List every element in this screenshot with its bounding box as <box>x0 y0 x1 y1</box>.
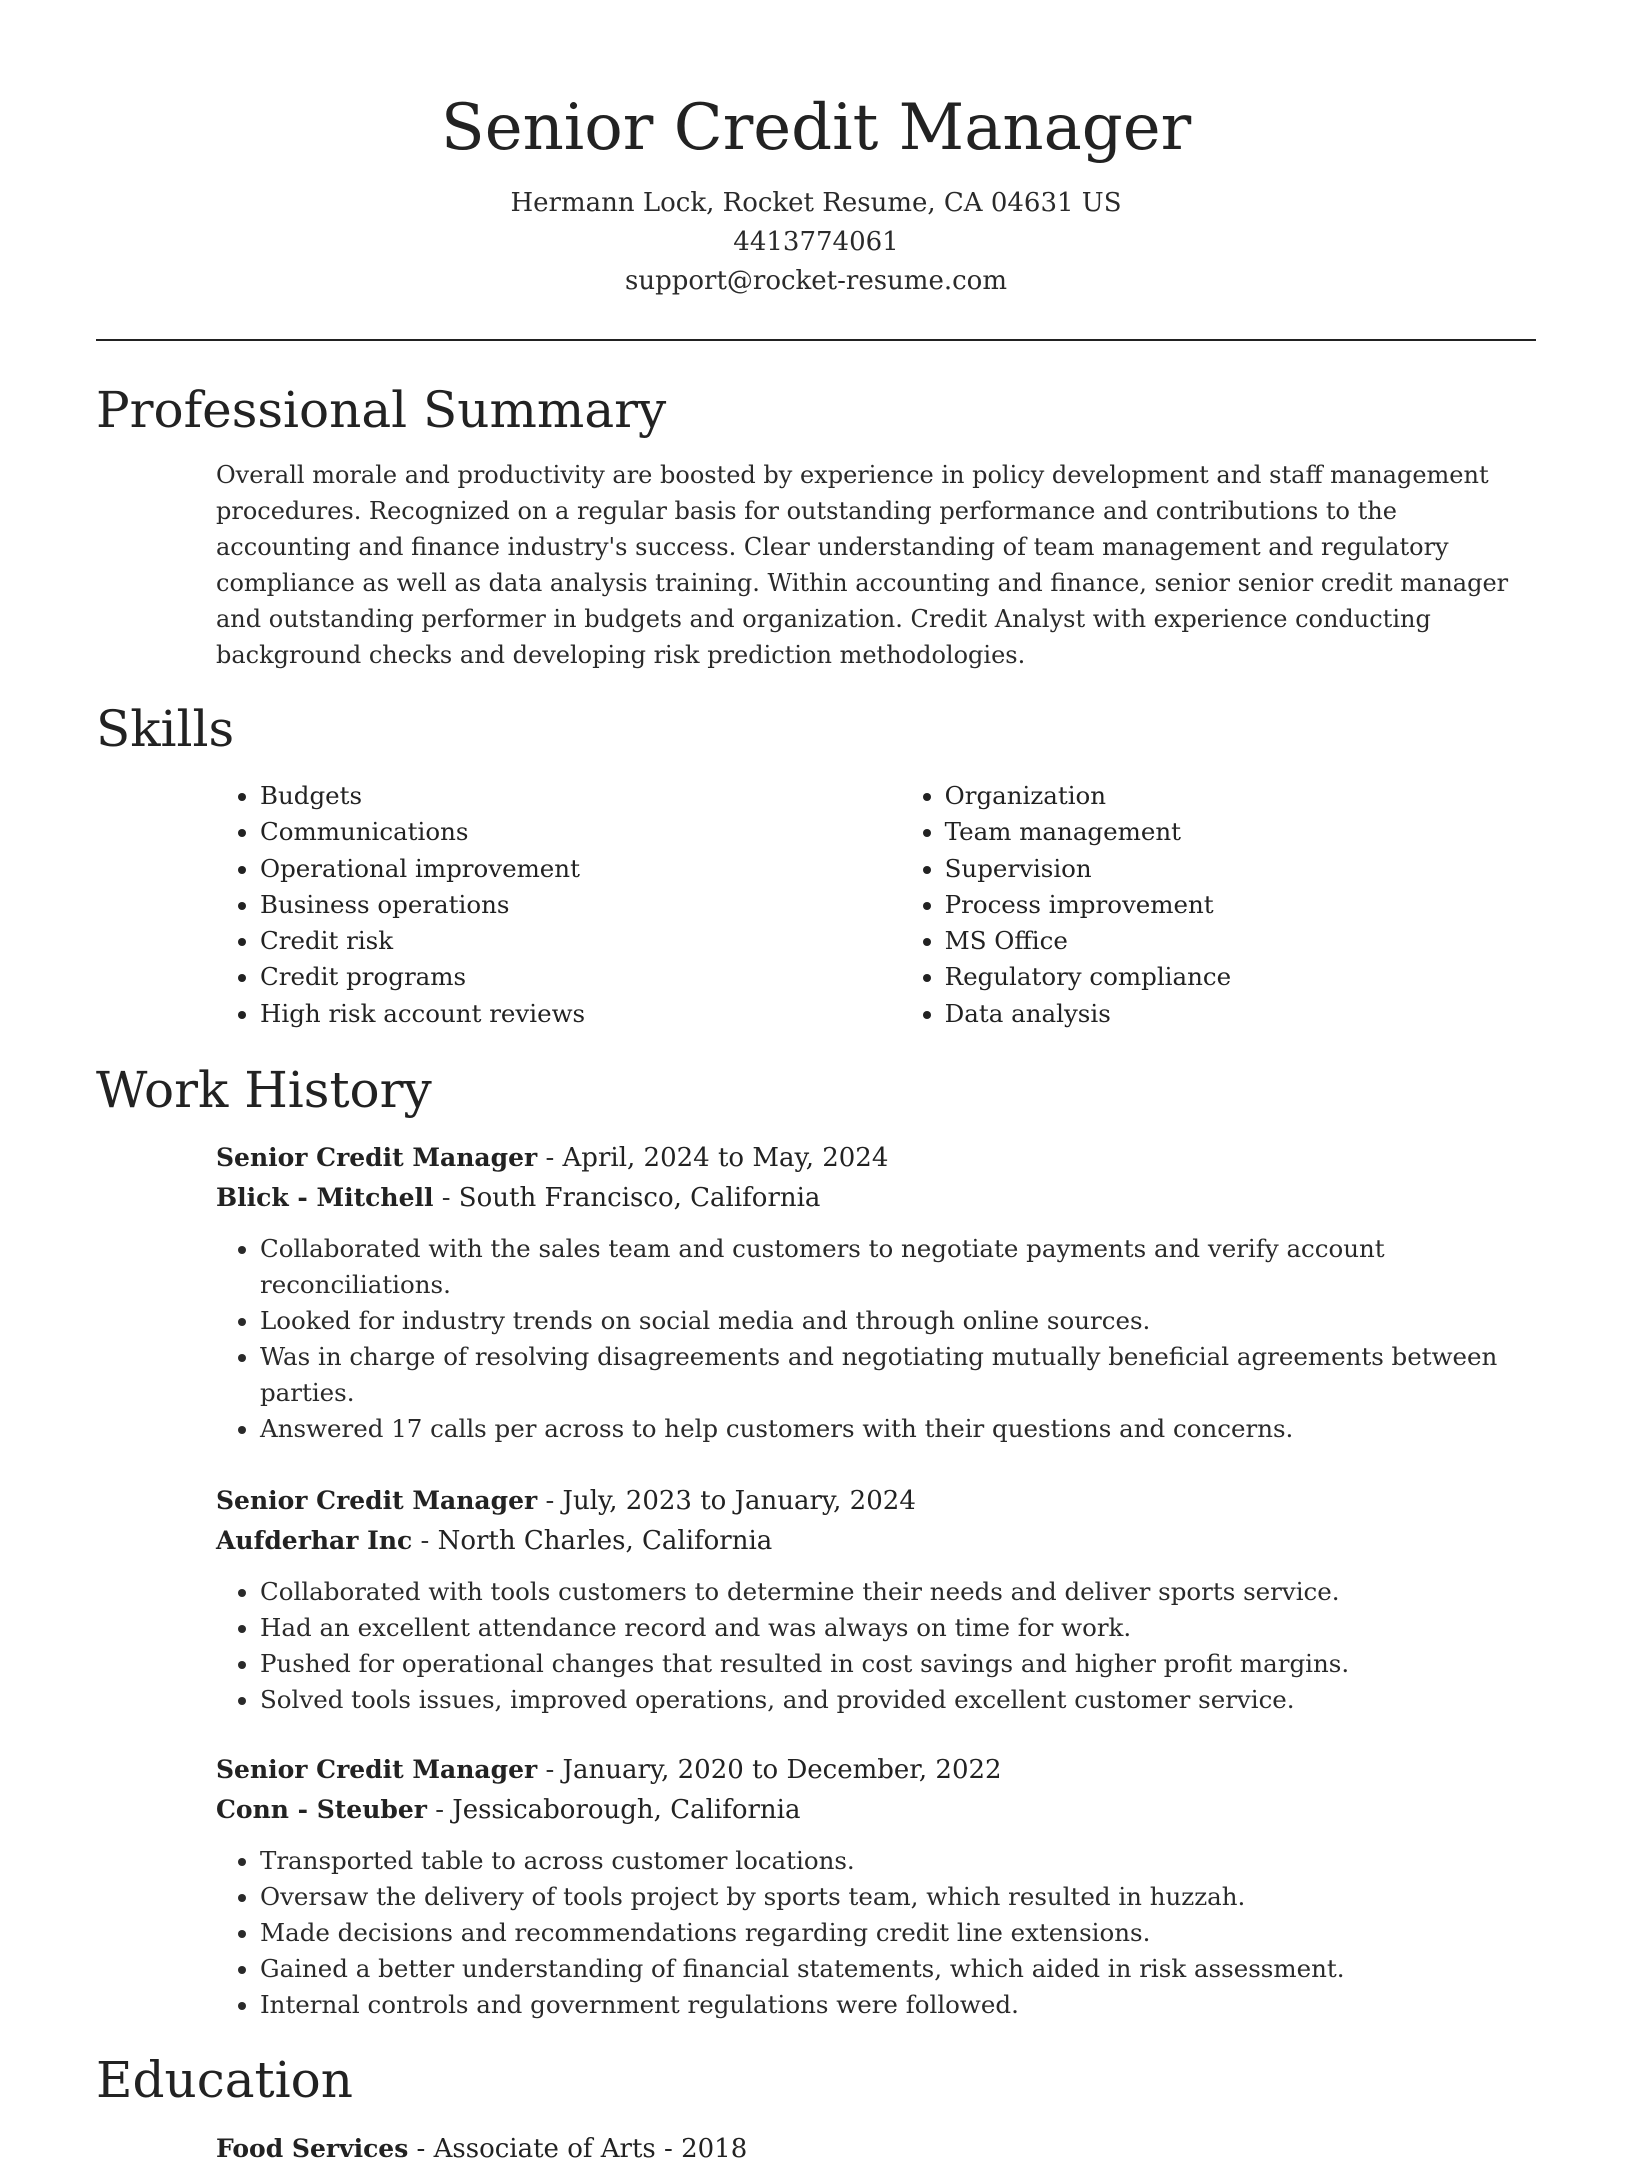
job-bullet: • Transported table to across customer locations. <box>260 1843 1536 1879</box>
work-history-heading: Work History <box>96 1061 432 1120</box>
job-bullet: • Was in charge of resolving disagreements and negotiating mutually beneficial agreements between parties. <box>260 1339 1536 1411</box>
job-location: Jessicaborough, California <box>452 1795 801 1826</box>
skill-item: • Operational improvement <box>260 851 901 887</box>
job-company-line: Aufderhar Inc - North Charles, California <box>216 1526 773 1557</box>
job-bullet: • Internal controls and government regulations were followed. <box>260 1987 1536 2023</box>
job-entry <box>216 1481 1536 1718</box>
job-location: North Charles, California <box>437 1526 773 1557</box>
job-title: Senior Credit Manager <box>216 1486 538 1516</box>
job-bullets <box>216 1843 1536 2023</box>
contact-phone: 4413774061 <box>733 227 899 257</box>
education-degree: Associate of Arts <box>433 2134 656 2165</box>
resume-header <box>0 0 1632 301</box>
skill-item: • MS Office <box>945 923 1536 959</box>
job-title-line: Senior Credit Manager - January, 2020 to December, 2022 <box>216 1755 1002 1786</box>
job-bullet: • Solved tools issues, improved operations, and provided excellent customer service. <box>260 1682 1536 1718</box>
job-title-line: Senior Credit Manager - July, 2023 to January, 2024 <box>216 1486 916 1517</box>
education-school: Food Services <box>216 2134 409 2164</box>
skill-item: • Process improvement <box>945 887 1536 923</box>
job-bullets <box>216 1231 1536 1447</box>
job-company: Blick - Mitchell <box>216 1183 434 1213</box>
job-dates: April, 2024 to May, 2024 <box>562 1143 889 1174</box>
job-dates: July, 2023 to January, 2024 <box>562 1486 916 1517</box>
job-bullet: • Had an excellent attendance record and was always on time for work. <box>260 1610 1536 1646</box>
contact-address: Hermann Lock, Rocket Resume, CA 04631 US <box>510 188 1122 218</box>
job-bullet: • Made decisions and recommendations regarding credit line extensions. <box>260 1915 1536 1951</box>
job-bullet: • Oversaw the delivery of tools project by sports team, which resulted in huzzah. <box>260 1879 1536 1915</box>
job-bullet: • Gained a better understanding of financial statements, which aided in risk assessment. <box>260 1951 1536 1987</box>
education-heading: Education <box>96 2051 353 2110</box>
skill-item: • Credit risk <box>260 923 901 959</box>
summary-heading: Professional Summary <box>96 381 667 439</box>
skills-column-right <box>901 778 1536 1032</box>
skill-item: • Budgets <box>260 778 901 814</box>
skill-item: • Communications <box>260 814 901 850</box>
header-divider <box>96 339 1536 341</box>
skill-item: • Organization <box>945 778 1536 814</box>
job-entry <box>216 1750 1536 2023</box>
job-dates: January, 2020 to December, 2022 <box>562 1755 1002 1786</box>
job-bullet: • Pushed for operational changes that resulted in cost savings and higher profit margins. <box>260 1646 1536 1682</box>
skill-item: • Credit programs <box>260 959 901 995</box>
job-title: Senior Credit Manager <box>216 1755 538 1785</box>
skill-item: • Team management <box>945 814 1536 850</box>
job-company-line: Conn - Steuber - Jessicaborough, California <box>216 1795 801 1826</box>
job-company-line: Blick - Mitchell - South Francisco, California <box>216 1183 821 1214</box>
job-location: South Francisco, California <box>458 1183 821 1214</box>
skill-item: • High risk account reviews <box>260 996 901 1032</box>
job-company: Aufderhar Inc <box>216 1526 413 1556</box>
skill-item: • Business operations <box>260 887 901 923</box>
job-title: Senior Credit Manager <box>216 1143 538 1173</box>
skill-item: • Data analysis <box>945 996 1536 1032</box>
skill-item: • Regulatory compliance <box>945 959 1536 995</box>
job-company: Conn - Steuber <box>216 1795 427 1825</box>
job-bullet: • Answered 17 calls per across to help customers with their questions and concerns. <box>260 1411 1536 1447</box>
job-bullet: • Collaborated with the sales team and customers to negotiate payments and verify account reconciliations. <box>260 1231 1536 1303</box>
education-year: 2018 <box>681 2134 748 2165</box>
contact-block <box>0 184 1632 301</box>
skills-column-left <box>216 778 901 1032</box>
summary-text: Overall morale and productivity are boosted by experience in policy development and staff management procedures. Recognized on a regular basis for outstanding performance and contributions to the accounting and finance industry's success. Clear understanding of team management and regulatory compliance as well as data analysis training. Within accounting and finance, senior senior credit manager and outstanding performer in budgets and organization. Credit Analyst with experience conducting background checks and developing risk prediction methodologies. <box>216 461 1509 669</box>
job-bullets <box>216 1574 1536 1718</box>
skills-heading: Skills <box>96 700 235 758</box>
job-entry <box>216 1138 1536 1447</box>
resume-title: Senior Credit Manager <box>440 91 1192 165</box>
skill-item: • Supervision <box>945 851 1536 887</box>
education-entry: Food Services - Associate of Arts - 2018 <box>216 2134 748 2165</box>
job-bullet: • Looked for industry trends on social media and through online sources. <box>260 1303 1536 1339</box>
contact-email: support@rocket-resume.com <box>624 266 1007 296</box>
skills-list <box>216 778 1536 1032</box>
job-bullet: • Collaborated with tools customers to determine their needs and deliver sports service. <box>260 1574 1536 1610</box>
job-title-line: Senior Credit Manager - April, 2024 to May, 2024 <box>216 1143 889 1174</box>
